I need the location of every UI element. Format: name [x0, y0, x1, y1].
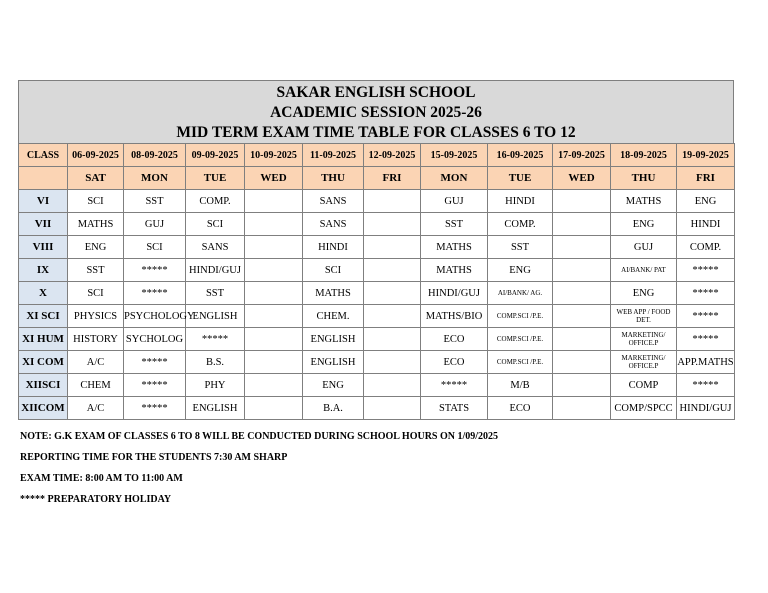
subject-cell [553, 236, 611, 259]
table-header [18, 80, 734, 143]
subject-cell: COMP.SCI /P.E. [488, 351, 553, 374]
day-cell: MON [124, 167, 186, 190]
day-cell: WED [245, 167, 303, 190]
day-cell: TUE [186, 167, 245, 190]
date-cell: 08-09-2025 [124, 144, 186, 167]
subject-cell: ENG [68, 236, 124, 259]
subject-cell: B.S. [186, 351, 245, 374]
subject-cell: ***** [421, 374, 488, 397]
table-row [19, 236, 735, 259]
subject-cell [364, 328, 421, 351]
subject-cell [364, 236, 421, 259]
timetable-title: MID TERM EXAM TIME TABLE FOR CLASSES 6 TO 12 [176, 124, 576, 141]
date-header-row [19, 144, 735, 167]
subject-cell [364, 305, 421, 328]
date-cell: 10-09-2025 [245, 144, 303, 167]
subject-cell: SST [68, 259, 124, 282]
subject-cell: AI/BANK/ AG. [488, 282, 553, 305]
class-label: XI HUM [19, 328, 68, 351]
date-cell: 19-09-2025 [677, 144, 735, 167]
subject-cell [245, 236, 303, 259]
subject-cell [364, 282, 421, 305]
table-row [19, 259, 735, 282]
subject-cell: ***** [677, 259, 735, 282]
class-label: XIICOM [19, 397, 68, 420]
day-cell [19, 167, 68, 190]
date-cell: 09-09-2025 [186, 144, 245, 167]
subject-cell: MARKETING/ OFFICE.P [611, 351, 677, 374]
day-cell: MON [421, 167, 488, 190]
exam-time-note: EXAM TIME: 8:00 AM TO 11:00 AM [20, 473, 183, 484]
subject-cell: COMP. [677, 236, 735, 259]
subject-cell: PHYSICS [68, 305, 124, 328]
subject-cell: GUJ [124, 213, 186, 236]
class-label: IX [19, 259, 68, 282]
subject-cell [553, 305, 611, 328]
subject-cell: ENG [488, 259, 553, 282]
table-row [19, 305, 735, 328]
day-cell: FRI [364, 167, 421, 190]
timetable-sheet [18, 80, 734, 420]
subject-cell: PHY [186, 374, 245, 397]
subject-cell [245, 282, 303, 305]
subject-cell: CHEM. [303, 305, 364, 328]
subject-cell: ENG [611, 213, 677, 236]
subject-cell [245, 259, 303, 282]
day-header-row [19, 167, 735, 190]
subject-cell: SCI [303, 259, 364, 282]
school-name: SAKAR ENGLISH SCHOOL [276, 84, 476, 101]
table-row [19, 328, 735, 351]
subject-cell: SCI [68, 282, 124, 305]
subject-cell: COMP. [488, 213, 553, 236]
class-label: VI [19, 190, 68, 213]
subject-cell [553, 351, 611, 374]
subject-cell [245, 305, 303, 328]
subject-cell [364, 374, 421, 397]
class-label: XIISCI [19, 374, 68, 397]
subject-cell: SYCHOLOG [124, 328, 186, 351]
subject-cell: ***** [124, 397, 186, 420]
subject-cell [553, 374, 611, 397]
day-cell: THU [611, 167, 677, 190]
subject-cell: ***** [186, 328, 245, 351]
subject-cell: ***** [124, 374, 186, 397]
subject-cell: ***** [124, 282, 186, 305]
date-cell: 12-09-2025 [364, 144, 421, 167]
subject-cell: A/C [68, 397, 124, 420]
day-cell: FRI [677, 167, 735, 190]
subject-cell [553, 397, 611, 420]
subject-cell [245, 397, 303, 420]
reporting-time-note: REPORTING TIME FOR THE STUDENTS 7:30 AM SHARP [20, 452, 288, 463]
subject-cell: ***** [677, 305, 735, 328]
subject-cell: SST [488, 236, 553, 259]
subject-cell: ***** [677, 374, 735, 397]
subject-cell: HINDI [488, 190, 553, 213]
day-cell: SAT [68, 167, 124, 190]
subject-cell: MATHS [421, 259, 488, 282]
subject-cell: CHEM [68, 374, 124, 397]
table-row [19, 282, 735, 305]
subject-cell: HINDI/GUJ [421, 282, 488, 305]
subject-cell [245, 374, 303, 397]
date-cell: 11-09-2025 [303, 144, 364, 167]
notes-section [20, 430, 498, 514]
table-row [19, 397, 735, 420]
subject-cell: COMP [611, 374, 677, 397]
subject-cell: HINDI/GUJ [677, 397, 735, 420]
subject-cell: GUJ [611, 236, 677, 259]
holiday-legend: ***** PREPARATORY HOLIDAY [20, 494, 172, 505]
subject-cell [553, 190, 611, 213]
subject-cell: APP.MATHS [677, 351, 735, 374]
subject-cell: AI/BANK/ PAT [611, 259, 677, 282]
subject-cell: PSYCHOLOGY [124, 305, 186, 328]
subject-cell [553, 213, 611, 236]
subject-cell: COMP/SPCC [611, 397, 677, 420]
class-column-header: CLASS [19, 144, 68, 167]
subject-cell: M/B [488, 374, 553, 397]
subject-cell: SST [186, 282, 245, 305]
subject-cell: COMP. [186, 190, 245, 213]
subject-cell [553, 259, 611, 282]
subject-cell: SST [124, 190, 186, 213]
subject-cell: SANS [303, 213, 364, 236]
subject-cell: SANS [303, 190, 364, 213]
subject-cell: ENGLISH [303, 351, 364, 374]
subject-cell [364, 351, 421, 374]
class-label: XI COM [19, 351, 68, 374]
subject-cell: STATS [421, 397, 488, 420]
subject-cell: HINDI [677, 213, 735, 236]
subject-cell: SCI [124, 236, 186, 259]
class-label: X [19, 282, 68, 305]
date-cell: 06-09-2025 [68, 144, 124, 167]
subject-cell: ENGLISH [186, 397, 245, 420]
table-row [19, 374, 735, 397]
class-label: VII [19, 213, 68, 236]
subject-cell: GUJ [421, 190, 488, 213]
subject-cell: A/C [68, 351, 124, 374]
date-cell: 18-09-2025 [611, 144, 677, 167]
subject-cell [364, 397, 421, 420]
subject-cell: ECO [488, 397, 553, 420]
subject-cell: ENGLISH [303, 328, 364, 351]
subject-cell: MATHS [68, 213, 124, 236]
class-label: VIII [19, 236, 68, 259]
academic-session: ACADEMIC SESSION 2025-26 [270, 104, 482, 121]
table-row [19, 351, 735, 374]
subject-cell: COMP.SCI /P.E. [488, 305, 553, 328]
subject-cell: ENG [677, 190, 735, 213]
subject-cell: ***** [677, 282, 735, 305]
date-cell: 15-09-2025 [421, 144, 488, 167]
subject-cell [553, 282, 611, 305]
subject-cell: WEB APP / FOOD DET. [611, 305, 677, 328]
day-cell: WED [553, 167, 611, 190]
subject-cell: MATHS/BIO [421, 305, 488, 328]
subject-cell: COMP.SCI /P.E. [488, 328, 553, 351]
subject-cell [553, 328, 611, 351]
subject-cell: ***** [124, 351, 186, 374]
subject-cell: MATHS [611, 190, 677, 213]
subject-cell: HINDI/GUJ [186, 259, 245, 282]
subject-cell: ECO [421, 328, 488, 351]
subject-cell [245, 351, 303, 374]
subject-cell: SCI [186, 213, 245, 236]
subject-cell: MARKETING/ OFFICE.P [611, 328, 677, 351]
table-row [19, 190, 735, 213]
table-row [19, 213, 735, 236]
gk-exam-note: NOTE: G.K EXAM OF CLASSES 6 TO 8 WILL BE CONDUCTED DURING SCHOOL HOURS ON 1/09/2025 [20, 431, 499, 442]
subject-cell [364, 213, 421, 236]
class-label: XI SCI [19, 305, 68, 328]
subject-cell: MATHS [421, 236, 488, 259]
day-cell: THU [303, 167, 364, 190]
subject-cell [245, 190, 303, 213]
day-cell: TUE [488, 167, 553, 190]
date-cell: 17-09-2025 [553, 144, 611, 167]
subject-cell: ***** [124, 259, 186, 282]
subject-cell: SANS [186, 236, 245, 259]
subject-cell [364, 190, 421, 213]
date-cell: 16-09-2025 [488, 144, 553, 167]
subject-cell [245, 328, 303, 351]
subject-cell: ENG [303, 374, 364, 397]
subject-cell: ENG [611, 282, 677, 305]
subject-cell: HINDI [303, 236, 364, 259]
subject-cell: HISTORY [68, 328, 124, 351]
subject-cell: ***** [677, 328, 735, 351]
subject-cell: ECO [421, 351, 488, 374]
subject-cell: B.A. [303, 397, 364, 420]
subject-cell [364, 259, 421, 282]
subject-cell: SST [421, 213, 488, 236]
exam-timetable [18, 143, 735, 420]
subject-cell: SCI [68, 190, 124, 213]
subject-cell: MATHS [303, 282, 364, 305]
subject-cell [245, 213, 303, 236]
subject-cell: ENGLISH [186, 305, 245, 328]
